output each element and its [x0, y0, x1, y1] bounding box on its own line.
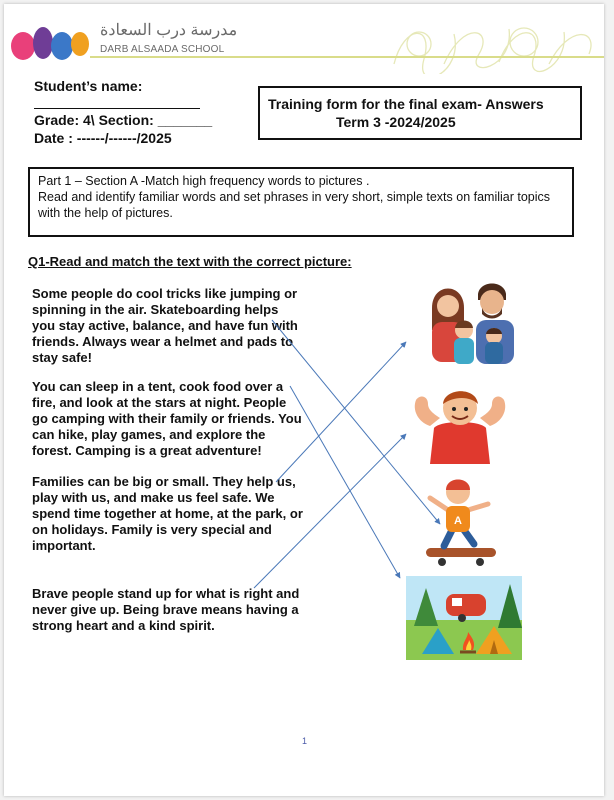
part-instructions-box [28, 167, 574, 237]
paragraph-skateboarding: Some people do cool tricks like jumping or spinning in the air. Skateboarding helps you stay active, balance, and have fun with friends. Always wear a helmet and pads to stay safe! [32, 286, 298, 365]
header-decoration [384, 14, 604, 74]
date-label: Date : ------/------/2025 [34, 130, 172, 146]
grade-label: Grade: 4\ Section: _______ [34, 112, 213, 128]
part-description: Read and identify familiar words and set phrases in very short, simple texts on familiar topics with the help of pictures. [38, 190, 551, 220]
header-divider [90, 56, 604, 58]
title-box [258, 86, 582, 140]
strong-boy-picture [406, 382, 514, 464]
student-name-line [34, 108, 200, 109]
worksheet-page [4, 4, 604, 796]
student-name-label: Student’s name: [34, 78, 143, 94]
school-name-english: DARB ALSAADA SCHOOL [100, 44, 225, 55]
paragraph-brave: Brave people stand up for what is right and never give up. Being brave means having a strong heart and a kind spirit. [32, 586, 300, 633]
page-number: 1 [302, 736, 308, 746]
school-name-arabic: مدرسة درب السعادة [100, 22, 238, 39]
svg-text:A: A [454, 515, 462, 527]
skateboard-picture [420, 474, 500, 570]
camping-picture [406, 576, 522, 660]
arrow-camping-to-camping [290, 386, 400, 578]
family-picture [424, 274, 520, 366]
school-logo [10, 22, 90, 64]
title-line-1: Training form for the final exam- Answers [268, 96, 544, 112]
paragraph-family: Families can be big or small. They help us, play with us, and make us feel safe. We spend time together at home, at the park, or on holidays. Family is very special and important. [32, 474, 303, 553]
paragraph-camping: You can sleep in a tent, cook food over a fire, and look at the stars at night. People go camping with their family or friends. You can hike, play games, and explore the forest. Camping is a great adventure! [32, 379, 302, 458]
part-heading: Part 1 – Section A -Match high frequency words to pictures . [38, 174, 370, 188]
title-line-2: Term 3 -2024/2025 [336, 114, 456, 130]
question-title: Q1-Read and match the text with the correct picture: [28, 254, 352, 269]
